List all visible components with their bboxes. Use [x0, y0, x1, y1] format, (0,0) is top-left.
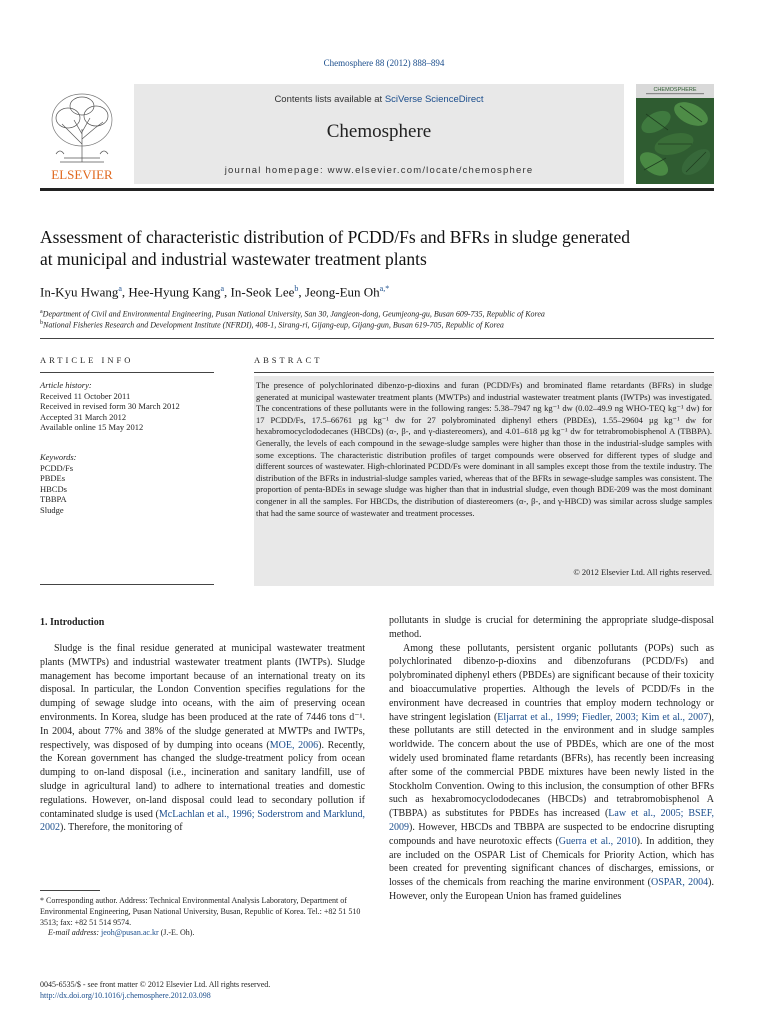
author-separator: ,	[224, 284, 231, 300]
author-name[interactable]: In-Seok Lee	[230, 284, 295, 300]
paragraph-text: Among these pollutants, persistent organic pollutants (POPs) such as polychlorinated dibenzo-p-dioxins and dibenzofurans (PCDD/Fs) and polybrominated diphenyl ethers (PBDEs) are significant because of their toxicity and bioaccumulative properties. Although the levels of PCDD/Fs in the environment have decreased in countries that employ modern technology or have stringent legislation (	[389, 642, 714, 723]
reference-link[interactable]: OSPAR, 2004	[651, 877, 709, 889]
email-label: E-mail address:	[48, 928, 102, 938]
affiliation-text: National Fisheries Research and Development Institute (NFRDI), 408-1, Sirang-ri, Gijang-eup, Gijang-gun, Busan 619-705, Republic of Korea	[43, 320, 504, 330]
email-suffix: (J.-E. Oh).	[158, 928, 195, 938]
author-name[interactable]: In-Kyu Hwang	[40, 284, 119, 300]
cover-title: CHEMOSPHERE	[653, 87, 697, 93]
reference-link[interactable]: McLachlan et al., 1996; Soderstrom and Marklund, 2002	[40, 808, 365, 834]
section-heading-introduction: 1. Introduction	[40, 617, 105, 628]
author-separator: ,	[298, 284, 305, 300]
email-link[interactable]: jeoh@pusan.ac.kr	[101, 928, 159, 938]
elsevier-tree-icon	[40, 84, 124, 184]
paragraph-text: ). However, only the European Union has framed guidelines	[389, 877, 714, 902]
article-history	[40, 380, 215, 433]
keyword: PCDD/Fs	[40, 462, 74, 473]
article-title	[40, 226, 720, 270]
footnote-text: Corresponding author. Address: Technical Environmental Analysis Laboratory, Department of Environmental Engineering, Pusan National University, Busan, Republic of Korea. Tel.: +82 51 510 3513; fax: +82 51 514 9574.	[40, 896, 361, 927]
reference-link[interactable]: Guerra et al., 2010	[558, 835, 637, 847]
journal-cover-image	[636, 84, 714, 184]
author-separator: ,	[121, 284, 129, 300]
author-affil-mark[interactable]: a	[118, 284, 122, 293]
contents-line	[134, 94, 624, 105]
journal-citation[interactable]: Chemosphere 88 (2012) 888–894	[323, 58, 445, 68]
intro-left-column	[40, 642, 365, 835]
reference-link[interactable]: Eljarrat et al., 1999; Fiedler, 2003; Kim et al., 2007	[497, 711, 709, 723]
sciencedirect-link[interactable]: SciVerse ScienceDirect	[384, 94, 484, 105]
keywords-label: Keywords:	[40, 452, 77, 462]
affiliation-rule	[40, 338, 714, 339]
paragraph-text: ). Therefore, the monitoring of	[60, 822, 183, 834]
article-info-rule	[40, 372, 214, 373]
intro-paragraph-1-continued: pollutants in sludge is crucial for determining the appropriate sludge-disposal method.	[389, 615, 714, 640]
keyword: PBDEs	[40, 473, 66, 483]
history-label: Article history:	[40, 380, 92, 390]
history-item: Available online 15 May 2012	[40, 422, 144, 432]
author-affil-mark[interactable]: b	[294, 284, 299, 293]
affiliation-mark: a	[40, 309, 43, 315]
keyword: Sludge	[40, 504, 64, 515]
article-info-bottom-rule	[40, 584, 214, 585]
intro-paragraph-1	[40, 642, 365, 835]
elsevier-logo	[40, 84, 124, 184]
paragraph-text: ). Recently, the Korean government has changed the sludge-treatment policy from ocean dumping to on-land disposal (i.e., incineration and sanitary landfill, use of sludge in agricultural land) to adhere to international treaties and domestic regulations. However, on-land disposal could lead to secondary pollution if contaminated sludge is used (	[40, 739, 365, 820]
paragraph-text: ), these pollutants are still detected in the environment and in sludge samples worldwide. The concern about the use of PBDEs, which are one of the most widely used brominated flame retardants (BFRs), has recently been increasing after some of the commercial PBDE mixtures have been newly listed in the Stockholm Convention. Owing to this inclusion, the consumption of other BFRs such as hexabromocyclododecanes (HBCDs) and tetrabromobisphenol A (TBBPA) as substitutes for PBDEs has increased (	[389, 711, 714, 820]
history-item: Received 11 October 2011	[40, 390, 131, 401]
keywords-block	[40, 452, 215, 515]
abstract-text: The presence of polychlorinated dibenzo-p-dioxins and furan (PCDD/Fs) and brominated flame retardants (BFRs) in sludge generated at municipal wastewater treatment plants (MWTPs) and industrial wastewater treatment plants (IWTPs) was investigated. The concentrations of these pollutants were in the following ranges: 5.38–7947 ng kg⁻¹ dw (0.02–49.9 ng WHO-TEQ kg⁻¹ dw) for 17 PCDD/Fs, 17.5–66761 µg kg⁻¹ dw for 27 polybrominated diphenyl ethers (PBDEs), 1.55–29604 µg kg⁻¹ dw for hexabromocyclododecanes (HBCDs) (α-, β-, and γ-diastereomers), and 4.01–618 µg kg⁻¹ dw for tetrabromobisphenol A (TBBPA). Generally, the levels of each compound in the sewage-sludge samples were higher than those in the industrial-sludge samples with some exceptions. The characteristic distribution profiles of target compounds were observed for different types of sludge and different sources of wastewater. High-chlorinated PCDD/Fs were dominant in all samples except those from the textile industry. The distribution of the BFRs in industrial-sludge samples varied, whereas that of the BFRs in sewage-sludge samples was consistent. The proportion of penta-BDEs in sewage sludge was higher than that in industrial sludge, even though BDE-209 was the most dominant congener in all the samples. For HBCDs, the distribution of diastereomers (α-, β-, and γ-HBCD) was similar across sludge samples that had the same source of wastewater and treatment processes.	[256, 380, 712, 518]
abstract-rule	[254, 372, 714, 373]
reference-link[interactable]: Law et al., 2005; BSEF, 2009	[389, 808, 714, 833]
author-affil-mark[interactable]: a	[220, 284, 225, 293]
author-name[interactable]: Jeong-Eun Oh	[304, 284, 380, 300]
issn-line: 0045-6535/$ - see front matter © 2012 Elsevier Ltd. All rights reserved.	[40, 980, 271, 989]
footnote-rule	[40, 890, 100, 891]
title-line-1: Assessment of characteristic distribution of PCDD/Fs and BFRs in sludge generated	[40, 227, 631, 247]
author-list	[40, 284, 720, 300]
abstract-copyright: © 2012 Elsevier Ltd. All rights reserved.	[573, 567, 712, 577]
journal-homepage[interactable]: journal homepage: www.elsevier.com/locate/chemosphere	[224, 165, 534, 176]
paragraph-text: ). However, HBCDs and TBBPA are suspected to be endocrine disrupting compounds and have neurotoxic effects (	[389, 821, 714, 847]
paragraph-text: ). In addition, they are included on the OSPAR List of Chemicals for Priority Action, which has been created for preventing significant chances of discharges, emissions, or losses of the chemicals from reaching the marine environment (	[389, 835, 714, 889]
elsevier-wordmark: ELSEVIER	[51, 167, 113, 182]
history-item: Accepted 31 March 2012	[40, 411, 127, 422]
intro-right-column	[389, 614, 714, 904]
issn-block	[40, 980, 365, 1002]
paragraph-text: Sludge is the final residue generated at municipal wastewater treatment plants (MWTPs) and industrial wastewater treatment plants (IWTPs). Sludge management has become important because of an international treaty on its disposal. In particular, the London Convention specifies regulations for the dumping of sewage sludge into oceans, with the aim of preserving ocean environments. In Korea, sludge has been produced at the rate of 7446 tons d⁻¹. In 2004, about 77% and 38% of the sludge generated at MWTPs and IWTPs, respectively, was disposed of by dumping into oceans (	[40, 643, 365, 751]
article-info-heading: ARTICLE INFO	[40, 355, 134, 365]
keyword: TBBPA	[40, 494, 67, 504]
footnote-mark: *	[40, 896, 46, 905]
affiliation-b	[40, 318, 720, 331]
author-affil-mark[interactable]: a,*	[379, 284, 390, 293]
history-item: Received in revised form 30 March 2012	[40, 401, 180, 411]
affiliation-text: Department of Civil and Environmental Engineering, Pusan National University, San 30, Jangjeon-dong, Geumjeong-gu, Busan 609-735, Republic of Korea	[42, 309, 545, 319]
author-name[interactable]: Hee-Hyung Kang	[128, 284, 221, 300]
title-line-2: at municipal and industrial wastewater treatment plants	[40, 249, 427, 269]
contents-prefix: Contents lists available at	[274, 94, 385, 105]
header-rule	[40, 188, 714, 191]
doi-link[interactable]: http://dx.doi.org/10.1016/j.chemosphere.2012.03.098	[40, 990, 211, 1000]
abstract-heading: ABSTRACT	[254, 355, 323, 365]
intro-paragraph-2	[389, 642, 714, 904]
affiliation-mark: b	[40, 320, 43, 326]
reference-link[interactable]: MOE, 2006	[269, 739, 319, 751]
keyword: HBCDs	[40, 483, 67, 494]
journal-title: Chemosphere	[326, 121, 432, 142]
corresponding-author-footnote	[40, 896, 365, 939]
